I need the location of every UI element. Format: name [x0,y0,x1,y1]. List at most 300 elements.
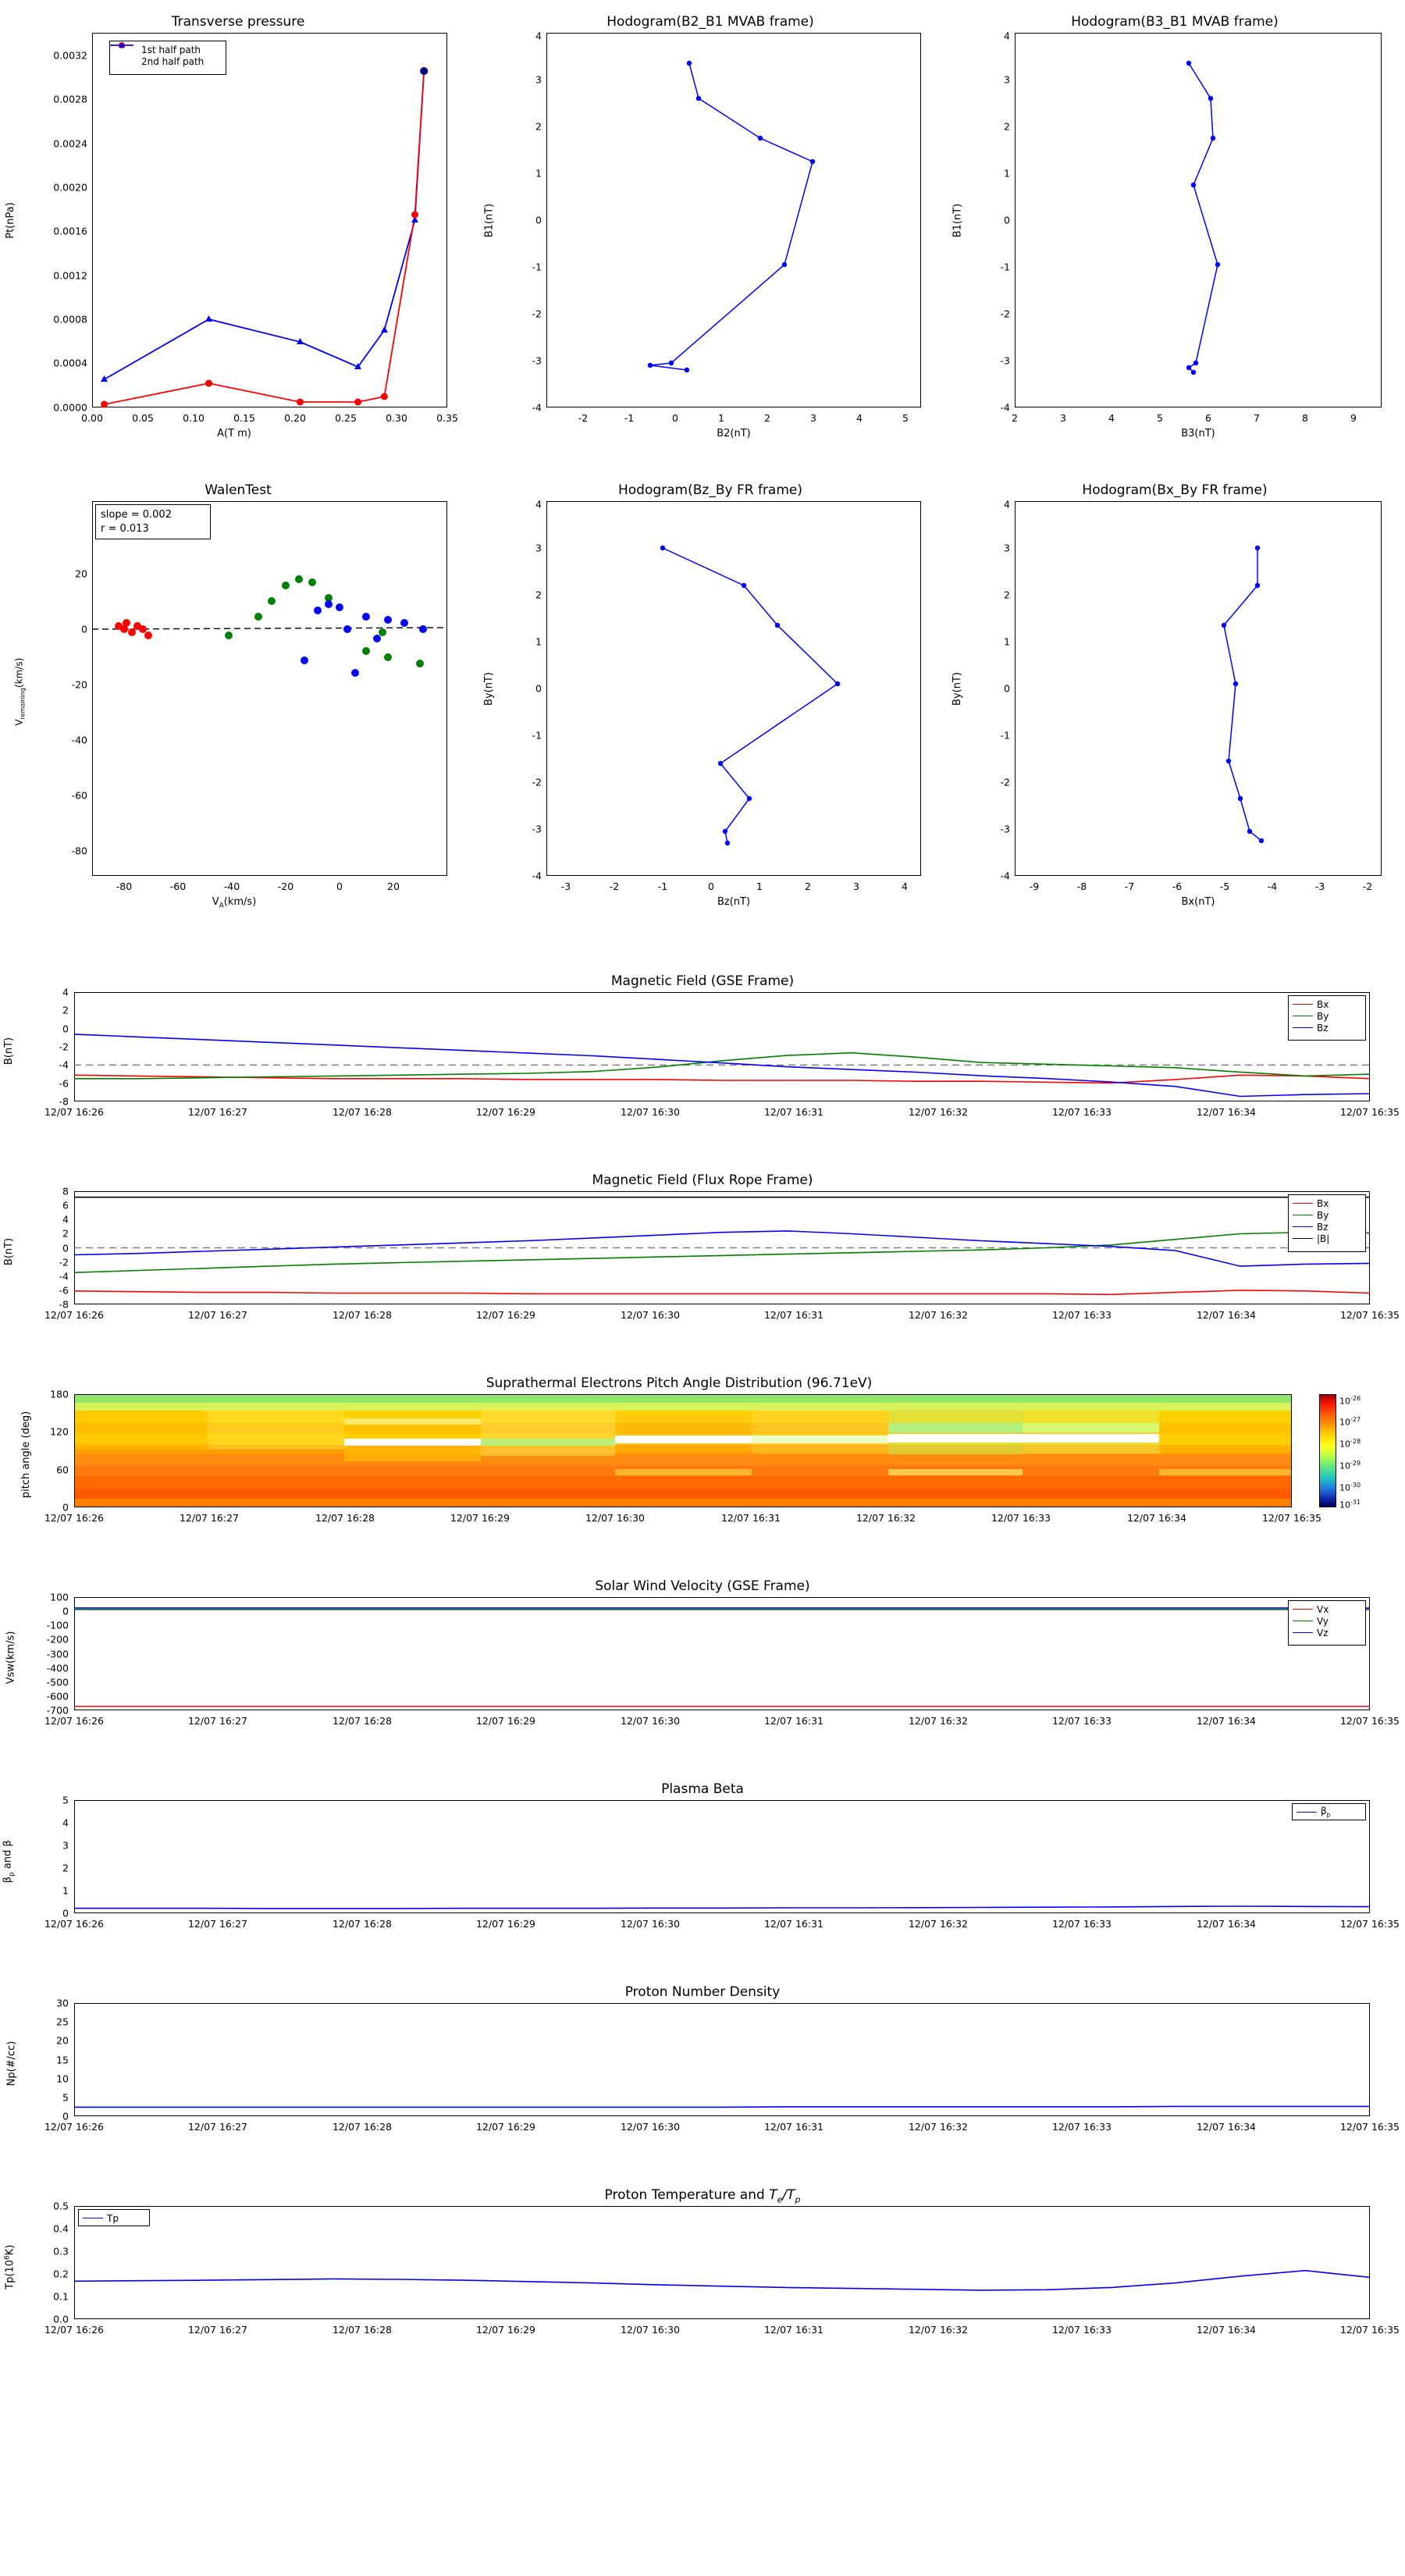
x-tick: 12/07 16:30 [620,2121,681,2133]
y-tick: 0.0016 [53,225,87,237]
x-tick: 4 [856,412,863,424]
y-tick: -4 [1000,870,1010,882]
x-axis-label: B3(nT) [1181,428,1215,439]
x-tick: -4 [1267,881,1278,892]
legend-label: Vz [1317,1627,1329,1638]
x-tick: 12/07 16:27 [187,2121,248,2133]
x-tick: 4 [902,881,908,892]
x-tick: -1 [624,412,635,424]
legend-row [1293,1603,1361,1615]
y-tick: 3 [62,1839,69,1852]
y-tick: 15 [56,2054,69,2065]
y-tick: -500 [46,1676,69,1688]
y-tick: -4 [59,1059,69,1071]
y-tick: 6 [62,1199,69,1212]
y-tick: 0 [62,1242,69,1254]
legend-row [1293,1022,1361,1034]
y-tick: 30 [56,1997,69,2009]
y-tick: 0.2 [53,2268,69,2280]
x-tick: 12/07 16:32 [908,1918,969,1930]
x-tick: 0.10 [183,412,205,424]
x-tick: -3 [560,881,571,892]
y-tick: 10 [56,2073,69,2085]
y-tick: -4 [532,870,542,882]
y-tick: -4 [1000,401,1010,414]
y-tick: -3 [1000,354,1010,367]
x-tick: 12/07 16:35 [1339,1106,1400,1118]
y-tick: -400 [46,1662,69,1674]
x-tick: 12/07 16:28 [332,1106,393,1118]
x-tick: -60 [169,881,187,892]
panel-hodogram-bz-by [476,468,944,908]
x-tick: 12/07 16:34 [1196,1715,1257,1727]
chart-title: Hodogram(Bx_By FR frame) [1082,482,1268,498]
legend-row [1293,1627,1361,1638]
y-tick: 5 [62,1794,69,1806]
y-axis-label: B(nT) [3,1237,16,1266]
beta-subscript: p [8,1872,16,1877]
x-tick: 5 [1157,412,1163,424]
x-tick: 12/07 16:30 [620,1715,681,1727]
x-tick: -9 [1029,881,1040,892]
y-tick: 2 [62,1227,69,1240]
y-tick: 0 [62,1605,69,1617]
x-tick: 5 [902,412,909,424]
tp-label-main: Tp(10 [4,2259,16,2290]
x-tick: 0.30 [386,412,407,424]
legend-proton-temperature [78,2209,150,2226]
x-tick: -2 [1362,881,1373,892]
x-tick: 12/07 16:28 [332,2121,393,2133]
y-tick: 2 [1004,120,1010,133]
y-tick: 25 [56,2016,69,2028]
x-tick: 1 [718,412,724,424]
x-tick: 12/07 16:34 [1196,1918,1257,1930]
legend-transverse-pressure [109,41,226,75]
panel-proton-temperature [0,2178,1405,2365]
x-tick: -5 [1219,881,1230,892]
x-tick: 12/07 16:28 [332,1918,393,1930]
y-tick: 8 [62,1185,69,1197]
y-tick: 120 [50,1425,69,1438]
y-axis-label-unit: (km/s) [13,657,25,688]
legend-solar-wind [1288,1600,1366,1646]
y-tick: 0 [1004,682,1010,695]
legend-line [1293,1609,1313,1610]
legend-line [1293,1632,1313,1633]
x-tick: 12/07 16:34 [1196,2324,1257,2336]
y-tick: 1 [1004,635,1010,648]
y-tick: 0.3 [53,2245,69,2258]
y-tick: -4 [532,401,542,414]
walen-stats-box [95,504,211,539]
legend-row [1297,1806,1361,1818]
y-tick: -1 [1000,261,1010,273]
y-tick: 0 [535,682,542,695]
x-axis-label: Bx(nT) [1181,896,1215,908]
x-tick: -20 [277,881,294,892]
x-tick: 12/07 16:33 [1051,2121,1112,2133]
y-tick: 0 [81,623,87,635]
chart-title: Magnetic Field (Flux Rope Frame) [592,1172,813,1188]
x-tick: 0.20 [284,412,306,424]
y-tick: 60 [56,1464,69,1476]
legend-fr-field [1288,1194,1366,1252]
y-tick: 0 [1004,214,1010,226]
y-tick: -1 [1000,729,1010,742]
x-tick: 12/07 16:31 [763,1309,824,1321]
colorbar-tick: $10^{-31}$ [1339,1499,1361,1510]
y-tick: 2 [535,589,542,601]
y-tick: 0.0008 [53,313,87,326]
legend-row [1293,1197,1361,1209]
x-tick: -40 [223,881,240,892]
y-tick: -8 [59,1298,69,1311]
y-tick: -100 [46,1619,69,1631]
x-tick: 0.05 [132,412,154,424]
x-tick: -7 [1124,881,1135,892]
y-tick: 0.4 [53,2222,69,2235]
y-tick: 0.5 [53,2200,69,2212]
chart-title: Hodogram(B3_B1 MVAB frame) [1071,14,1279,30]
y-axis-label [2,1840,16,1883]
x-tick: 7 [1254,412,1260,424]
y-axis-label: B(nT) [3,1037,16,1066]
legend-label: Vx [1317,1603,1329,1615]
x-tick: 12/07 16:30 [585,1512,646,1524]
x-tick: 12/07 16:33 [991,1512,1051,1524]
x-tick: 9 [1350,412,1357,424]
x-tick: 12/07 16:30 [620,2324,681,2336]
x-tick: 12/07 16:27 [187,1106,248,1118]
x-tick: 12/07 16:33 [1051,1309,1112,1321]
legend-row [1293,1010,1361,1022]
y-tick: -200 [46,1633,69,1646]
legend-label: Bx [1317,1197,1329,1209]
y-tick: 0 [62,1907,69,1920]
y-tick: 0.0032 [53,49,87,62]
colorbar-tick: $10^{-26}$ [1339,1395,1361,1407]
legend-label: Tp [107,2212,119,2224]
y-tick: 0.0028 [53,93,87,105]
beta-p-symbol: β [2,1877,14,1884]
beta-and: and β [2,1840,14,1873]
colorbar [1319,1394,1336,1507]
x-tick: 6 [1205,412,1211,424]
y-axis-label: B1(nT) [483,203,496,238]
x-tick: -3 [1314,881,1325,892]
walen-r: r = 0.013 [101,522,149,535]
x-tick: 12/07 16:33 [1051,1106,1112,1118]
panel-magnetic-field-gse [0,964,1405,1136]
legend-label: 2nd half path [141,55,205,67]
tp-label-sup: 6 [3,2255,12,2260]
legend-label: Bx [1317,998,1329,1010]
x-tick: 12/07 16:31 [763,2324,824,2336]
y-axis-label [13,658,26,726]
y-tick: 4 [1004,30,1010,42]
plot-area [74,1394,1292,1507]
y-tick: 100 [50,1591,69,1603]
y-tick: 2 [535,120,542,133]
chart-title: Suprathermal Electrons Pitch Angle Distribution (96.71eV) [486,1375,873,1391]
y-tick: 0 [62,2110,69,2122]
x-tick: 12/07 16:33 [1051,1918,1112,1930]
legend-row [1293,998,1361,1010]
x-tick: 12/07 16:29 [475,2121,536,2133]
x-tick: 0 [708,881,714,892]
chart-title: Hodogram(B2_B1 MVAB frame) [606,14,814,30]
y-tick: -2 [1000,308,1010,320]
x-tick: 20 [387,881,400,892]
y-axis-label: Np(#/cc) [5,2041,18,2087]
hodogram-b3-b1-line [944,0,1405,422]
x-tick: 12/07 16:26 [44,1512,105,1524]
y-tick: 1 [535,635,542,648]
panel-proton-number-density [0,1975,1405,2151]
x-tick: 12/07 16:35 [1339,2121,1400,2133]
legend-label: 1st half path [141,44,201,55]
y-tick: 4 [62,1213,69,1226]
y-tick: 0.0020 [53,181,87,194]
legend-row [83,2212,145,2224]
chart-title: Plasma Beta [661,1781,744,1797]
proton-temperature-line [0,2178,1405,2365]
x-tick: 12/07 16:26 [44,1309,105,1321]
legend-line [1293,1238,1313,1239]
y-tick: -300 [46,1648,69,1660]
panel-magnetic-field-fr [0,1163,1405,1339]
y-tick: -40 [71,734,87,746]
y-tick: -6 [59,1284,69,1297]
x-axis-label [212,896,257,910]
x-tick: 2 [805,881,811,892]
x-axis-label-main: V [212,896,219,908]
x-axis-label: B2(nT) [717,428,751,439]
x-tick: 12/07 16:28 [332,2324,393,2336]
y-tick: -80 [71,845,87,857]
chart-title: WalenTest [205,482,272,498]
panel-transverse-pressure [0,0,476,439]
x-tick: 12/07 16:28 [315,1512,375,1524]
y-axis-label: By(nT) [482,672,495,706]
walen-slope: slope = 0.002 [101,509,172,521]
x-tick: 2 [1012,412,1018,424]
x-tick: 0.15 [233,412,255,424]
panel-hodogram-b3-b1 [944,0,1405,439]
x-tick: 12/07 16:26 [44,2121,105,2133]
legend-line [1293,1004,1313,1005]
x-tick: 12/07 16:34 [1196,2121,1257,2133]
y-tick: 3 [535,542,542,554]
legend-line [1293,1226,1313,1227]
x-tick: 12/07 16:32 [908,1106,969,1118]
chart-title-math: $T_e/T_p$ [769,2187,801,2205]
y-tick: -2 [59,1256,69,1268]
y-tick: -2 [1000,776,1010,788]
x-tick: 12/07 16:35 [1339,2324,1400,2336]
panel-suprathermal-electrons [0,1366,1405,1542]
y-tick: -2 [59,1041,69,1053]
x-tick: 12/07 16:32 [908,1715,969,1727]
y-tick: 0.0024 [53,137,87,150]
x-tick: 1 [756,881,763,892]
x-tick: 12/07 16:26 [44,2324,105,2336]
legend-label: Vy [1317,1615,1329,1627]
y-axis-label: B1(nT) [951,203,964,238]
chart-title: Solar Wind Velocity (GSE Frame) [595,1578,810,1594]
x-tick: 12/07 16:31 [763,2121,824,2133]
x-tick: 12/07 16:27 [187,1309,248,1321]
y-tick: 4 [62,1816,69,1829]
x-tick: 12/07 16:32 [855,1512,916,1524]
y-tick: -8 [59,1095,69,1108]
legend-row [1293,1221,1361,1233]
y-tick: 3 [1004,73,1010,86]
x-axis-label-unit: (km/s) [223,896,257,908]
y-tick: 1 [1004,167,1010,180]
legend-label: Bz [1317,1221,1329,1233]
x-tick: 12/07 16:34 [1196,1106,1257,1118]
x-tick: 12/07 16:30 [620,1309,681,1321]
hodogram-b2-b1-line [476,0,944,422]
legend-line [1293,1027,1313,1028]
x-tick: 12/07 16:32 [908,2324,969,2336]
legend-row [114,55,222,67]
y-tick: 20 [56,2034,69,2047]
heatmap-cells [75,1395,1292,1507]
x-tick: 8 [1302,412,1308,424]
x-axis-label-sub: A [219,902,224,910]
x-tick: 12/07 16:33 [1051,2324,1112,2336]
y-axis-label: By(nT) [951,672,963,706]
x-tick: 12/07 16:29 [475,1309,536,1321]
y-tick: 2 [1004,589,1010,601]
x-tick: 12/07 16:28 [332,1309,393,1321]
y-tick: -2 [532,776,542,788]
y-tick: 180 [50,1388,69,1400]
legend-row [1293,1233,1361,1244]
x-tick: 12/07 16:28 [332,1715,393,1727]
x-tick: 12/07 16:35 [1339,1918,1400,1930]
tp-label-end: K) [4,2244,16,2256]
x-tick: 12/07 16:29 [475,1715,536,1727]
y-tick: -1 [532,261,542,273]
y-tick: 2 [62,1862,69,1874]
x-tick: 3 [810,412,816,424]
x-tick: 12/07 16:27 [187,1918,248,1930]
x-tick: 12/07 16:29 [475,1106,536,1118]
x-tick: -80 [116,881,133,892]
y-axis-label-sub: remaining [19,688,27,720]
chart-title: Hodogram(Bz_By FR frame) [617,482,803,498]
x-tick: 12/07 16:33 [1051,1715,1112,1727]
y-tick: 4 [1004,498,1010,511]
hodogram-bz-by-line [476,468,944,902]
legend-label: |B| [1317,1233,1330,1244]
legend-label: $\beta_p$ [1321,1806,1331,1819]
chart-title: Transverse pressure [171,14,305,30]
x-tick: 12/07 16:26 [44,1918,105,1930]
x-tick: 12/07 16:26 [44,1106,105,1118]
y-tick: 5 [62,2091,69,2104]
y-tick: 4 [535,498,542,511]
panel-solar-wind-velocity [0,1569,1405,1745]
legend-label: By [1317,1209,1329,1221]
legend-row [1293,1209,1361,1221]
x-tick: 12/07 16:35 [1261,1512,1322,1524]
x-tick: 12/07 16:27 [187,2324,248,2336]
y-axis-label: Vsw(km/s) [5,1631,17,1685]
legend-label: Bz [1317,1022,1329,1034]
x-tick: 12/07 16:30 [620,1106,681,1118]
y-tick: -60 [71,789,87,802]
x-tick: -2 [578,412,589,424]
x-tick: 12/07 16:27 [179,1512,240,1524]
y-axis-label: Pt(nPa) [4,202,16,239]
legend-row [1293,1615,1361,1627]
x-tick: -6 [1172,881,1183,892]
x-tick: 12/07 16:32 [908,2121,969,2133]
x-tick: 4 [1108,412,1115,424]
x-tick: -8 [1076,881,1087,892]
y-tick: 3 [1004,542,1010,554]
legend-plasma-beta [1292,1803,1366,1820]
x-tick: 12/07 16:29 [475,1918,536,1930]
panel-hodogram-bx-by [944,468,1405,908]
legend-label: By [1317,1010,1329,1022]
chart-title: Magnetic Field (GSE Frame) [610,973,795,989]
y-tick: 4 [62,986,69,998]
y-tick: -4 [59,1270,69,1283]
x-tick: 12/07 16:31 [763,1715,824,1727]
x-tick: 12/07 16:34 [1196,1309,1257,1321]
y-tick: -3 [1000,823,1010,835]
legend-line [1297,1812,1317,1813]
y-tick: 0 [62,1023,69,1035]
colorbar-tick: $10^{-29}$ [1339,1460,1361,1471]
hodogram-bx-by-line [944,468,1405,902]
colorbar-tick: $10^{-30}$ [1339,1482,1361,1493]
y-tick: 1 [535,167,542,180]
legend-line [1293,1203,1313,1204]
y-axis-label [3,2245,16,2290]
y-tick: 0.1 [53,2290,69,2303]
x-tick: 12/07 16:29 [475,2324,536,2336]
x-tick: 3 [1060,412,1066,424]
y-tick: 0 [62,1501,69,1514]
y-tick: 0 [535,214,542,226]
y-tick: -20 [71,678,87,691]
panel-walen-test [0,468,476,910]
x-tick: 12/07 16:35 [1339,1309,1400,1321]
x-tick: -1 [657,881,668,892]
y-tick: -700 [46,1704,69,1717]
y-tick: -3 [532,354,542,367]
x-axis-label: A(T m) [217,428,251,439]
y-tick: 20 [75,568,87,580]
x-tick: 0 [672,412,678,424]
y-tick: -2 [532,308,542,320]
y-tick: -1 [532,729,542,742]
x-tick: 12/07 16:31 [763,1918,824,1930]
y-tick: -3 [532,823,542,835]
x-tick: 0 [336,881,343,892]
x-tick: 0.35 [436,412,458,424]
panel-hodogram-b2-b1 [476,0,944,439]
x-tick: 12/07 16:30 [620,1918,681,1930]
panel-plasma-beta [0,1772,1405,1948]
